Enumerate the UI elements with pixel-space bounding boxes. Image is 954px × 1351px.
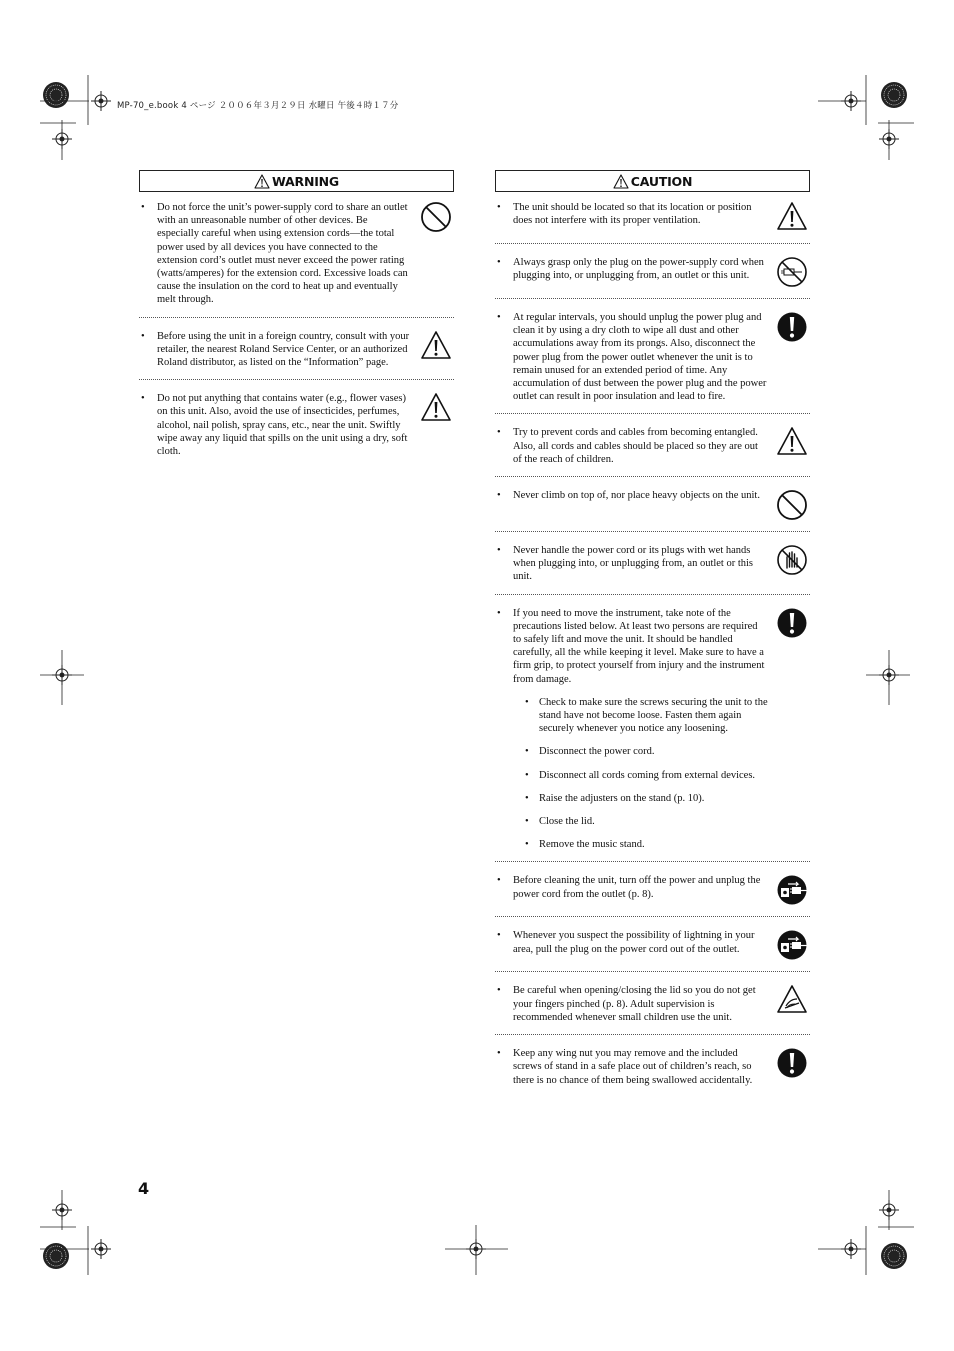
sub-list-item-text: Close the lid. — [539, 816, 595, 828]
caution-triangle-icon — [613, 174, 629, 189]
caution-title: CAUTION — [630, 173, 693, 189]
pinch-hazard-icon — [776, 984, 808, 1016]
warning-item: • Before using the unit in a foreign country, consult with your retailer, the nearest Roland Service Center, or an authorized Roland distributor, as listed on the “Information” page. — [139, 330, 454, 370]
warning-item-text: Do not force the unit’s power-supply cord to share an outlet with an unreasonable number of other devices. Be especially careful when using extension cords—the total power used by all devices you have connected to the extension cord’s outlet must never exceed the power rating (watts/amperes) for the extension cord. Excessive loads can cause the insulation on the cord to heat up and eventually melt through. — [157, 202, 408, 306]
no-wet-hands-icon — [776, 544, 808, 576]
divider — [495, 861, 810, 862]
caution-item: • The unit should be located so that its location or position does not interfere with its proper ventilation. — [495, 201, 810, 233]
warning-heading — [139, 170, 454, 192]
divider — [139, 317, 454, 318]
caution-item: • Never climb on top of, nor place heavy objects on the unit. — [495, 489, 810, 521]
caution-item: • Always grasp only the plug on the power-supply cord when plugging into, or unplugging from, an outlet or this unit. — [495, 256, 810, 288]
divider — [495, 476, 810, 477]
caution-triangle-icon — [420, 330, 452, 362]
sub-list-item: • Disconnect the power cord. — [525, 746, 655, 758]
divider — [495, 1034, 810, 1035]
sub-list-item-text: Remove the music stand. — [539, 839, 645, 851]
caution-item-text: At regular intervals, you should unplug the power plug and clean it by using a dry cloth to wipe all dust and other accumulations away from its prongs. Also, disconnect the power plug from the power outlet whenever the unit is to remain unused for an extended period of time. Any accumulation of dust between the power plug and the power outlet can result in poor insulation and lead to fire. — [513, 312, 767, 403]
sub-list-item-text: Check to make sure the screws securing the unit to the stand have not become loose. Fasten them again securely whenever you notice any loosening. — [539, 696, 768, 735]
header-file-info: MP-70_e.book 4 ページ ２００６年３月２９日 水曜日 午後４時１７分 — [117, 101, 399, 111]
warning-item: • Do not put anything that contains water (e.g., flower vases) on this unit. Also, avoid the use of insecticides, perfumes, alcohol, nail polish, spray cans, etc., near the unit. Swiftly wipe away any liquid that spills on the unit using a dry, soft cloth. — [139, 392, 454, 458]
caution-triangle-icon — [420, 392, 452, 424]
divider — [495, 916, 810, 917]
caution-item: • If you need to move the instrument, take note of the precautions listed below. At least two persons are required to safely lift and move the unit. It should be handled carefully, all the while keeping it level. Make sure to have a firm grip, to protect yourself from injury and the instrument from damage. • Check to make sure the screws securing the unit to the stand have not become loose. Fasten them again securely whenever you notice any loosening. • Disconnect the power cord. • Disconnect all cords coming from external devices. • Raise the adjusters on the stand (p. 10). • Close the lid. • Remove the music stand. — [495, 607, 810, 852]
caution-item: • Whenever you suspect the possibility of lightning in your area, pull the plug on the power cord out of the outlet. — [495, 929, 810, 961]
caution-item-text: Try to prevent cords and cables from becoming entangled. Also, all cords and cables should be placed so they are out of the reach of children. — [513, 427, 758, 465]
sub-list-item-text: Disconnect all cords coming from external devices. — [539, 769, 756, 781]
warning-item-text: Do not put anything that contains water (e.g., flower vases) on this unit. Also, avoid the use of insecticides, perfumes, alcohol, nail polish, spray cans, etc., near the unit. Swiftly wipe away any liquid that spills on the unit using a dry, soft cloth. — [157, 393, 408, 458]
sub-list-item: • Check to make sure the screws securing the unit to the stand have not become loose. Fasten them again securely whenever you notice any loosening. — [525, 696, 768, 735]
caution-item-text: Never climb on top of, nor place heavy objects on the unit. — [513, 490, 760, 502]
sub-list-item: • Remove the music stand. — [525, 839, 645, 851]
unplug-icon — [776, 929, 808, 961]
caution-item: • Try to prevent cords and cables from becoming entangled. Also, all cords and cables should be placed so they are out of the reach of children. — [495, 426, 810, 466]
caution-item-text: Whenever you suspect the possibility of lightning in your area, pull the plug on the power cord out of the outlet. — [513, 930, 755, 955]
warning-title: WARNING — [272, 173, 339, 189]
caution-item-text: Always grasp only the plug on the power-supply cord when plugging into, or unplugging from, an outlet or this unit. — [513, 257, 764, 282]
warning-item: • Do not force the unit’s power-supply cord to share an outlet with an unreasonable number of other devices. Be especially careful when using extension cords—the total power used by all devices you have connected to the extension cord’s outlet must never exceed the power rating (watts/amperes) for the extension cord. Excessive loads can cause the insulation on the cord to heat up and eventually melt through. — [139, 201, 454, 307]
caution-heading — [495, 170, 810, 192]
caution-triangle-icon — [776, 426, 808, 458]
no-pull-cord-icon — [776, 256, 808, 288]
warning-triangle-icon — [254, 174, 270, 189]
warning-column — [139, 170, 454, 458]
caution-item-text: Be careful when opening/closing the lid so you do not get your fingers pinched (p. 8). Adult supervision is recommended whenever small children use the unit. — [513, 985, 756, 1023]
sub-list-item-text: Disconnect the power cord. — [539, 746, 655, 758]
caution-item-text: The unit should be located so that its location or position does not interfere with its proper ventilation. — [513, 202, 752, 227]
caution-item-text: Never handle the power cord or its plugs with wet hands when plugging into, or unplugging from, an outlet or this unit. — [513, 545, 754, 583]
caution-item-text: If you need to move the instrument, take note of the precautions listed below. At least two persons are required to safely lift and move the unit. It should be handled carefully, all the while keeping it level. Make sure to have a firm grip, to protect yourself from injury and the instrument from damage. — [513, 607, 765, 685]
sub-list-item: • Close the lid. — [525, 816, 595, 828]
caution-item: • Never handle the power cord or its plugs with wet hands when plugging into, or unplugging from, an outlet or this unit. — [495, 544, 810, 584]
warning-item-text: Before using the unit in a foreign country, consult with your retailer, the nearest Roland Service Center, or an authorized Roland distributor, as listed on the “Information” page. — [157, 330, 410, 369]
sub-list-item-text: Raise the adjusters on the stand (p. 10). — [539, 792, 705, 804]
caution-column — [495, 170, 810, 1087]
page-number: 4 — [138, 1179, 150, 1198]
caution-item: • At regular intervals, you should unplug the power plug and clean it by using a dry cloth to wipe all dust and other accumulations away from its prongs. Also, disconnect the power plug from the power outlet whenever the unit is to remain unused for an extended period of time. Any accumulation of dust between the power plug and the power outlet can result in poor insulation and lead to fire. — [495, 311, 810, 403]
caution-item: • Be careful when opening/closing the lid so you do not get your fingers pinched (p. 8). Adult supervision is recommended whenever small children use the unit. — [495, 984, 810, 1024]
caution-item-text: Keep any wing nut you may remove and the included screws of stand in a safe place out of children’s reach, so there is no chance of them being swallowed accidentally. — [513, 1048, 753, 1086]
unplug-icon — [776, 874, 808, 906]
divider — [495, 413, 810, 414]
caution-item: • Keep any wing nut you may remove and the included screws of stand in a safe place out of children’s reach, so there is no chance of them being swallowed accidentally. — [495, 1047, 810, 1087]
prohibited-icon — [420, 201, 452, 233]
caution-item: • Before cleaning the unit, turn off the power and unplug the power cord from the outlet (p. 8). — [495, 874, 810, 906]
divider — [495, 531, 810, 532]
mandatory-icon — [776, 607, 808, 639]
divider — [495, 971, 810, 972]
mandatory-icon — [776, 1047, 808, 1079]
divider — [495, 298, 810, 299]
mandatory-icon — [776, 311, 808, 343]
caution-triangle-icon — [776, 201, 808, 233]
sub-list-item: • Raise the adjusters on the stand (p. 10). — [525, 792, 705, 804]
divider — [495, 594, 810, 595]
divider — [495, 243, 810, 244]
prohibited-icon — [776, 489, 808, 521]
divider — [139, 379, 454, 380]
sub-list-item: • Disconnect all cords coming from external devices. — [525, 769, 756, 781]
caution-item-text: Before cleaning the unit, turn off the power and unplug the power cord from the outlet (p. 8). — [513, 875, 761, 900]
